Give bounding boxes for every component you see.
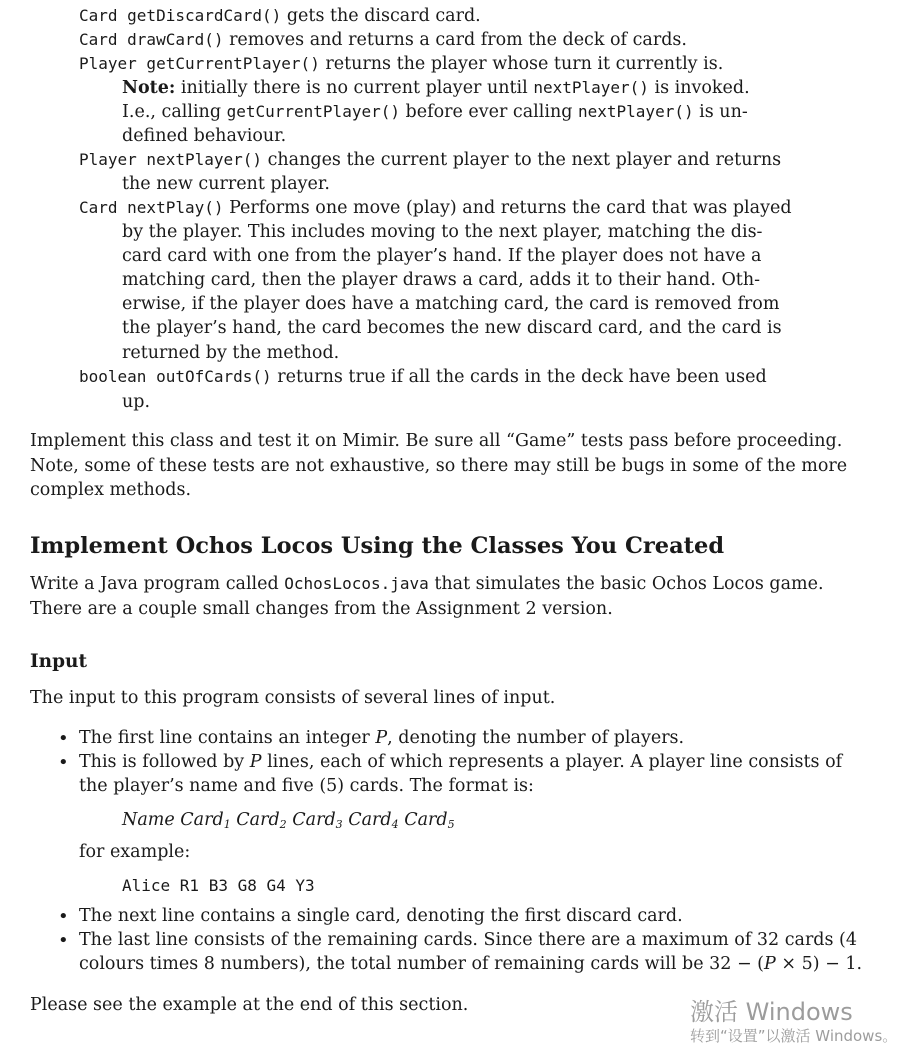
paragraph-line: complex methods. <box>30 480 192 500</box>
method-signature: Player getCurrentPlayer() <box>79 54 320 73</box>
method-next-player <box>79 150 781 170</box>
method-signature: Card nextPlay() <box>79 198 224 217</box>
method-get-discard-card <box>79 6 481 26</box>
method-description: Performs one move (play) and returns the card that was played <box>223 198 792 218</box>
method-next-play <box>79 198 792 218</box>
text-line: up. <box>122 392 151 412</box>
method-signature: Player nextPlayer() <box>79 150 263 169</box>
note-label: Note: <box>122 78 176 98</box>
bullet-icon: • <box>58 752 69 773</box>
paragraph-line: The input to this program consists of several lines of input. <box>30 688 556 708</box>
method-description: gets the discard card. <box>281 6 481 26</box>
method-signature: boolean outOfCards() <box>79 367 272 386</box>
list-item: The next line contains a single card, denoting the first discard card. <box>79 906 683 926</box>
bullet-icon: • <box>58 930 69 951</box>
text-line: by the player. This includes moving to the next player, matching the dis- <box>122 222 763 242</box>
paragraph-line: Please see the example at the end of this section. <box>30 995 469 1015</box>
method-description: changes the current player to the next player and returns <box>262 150 782 170</box>
note-line: Note: initially there is no current player until nextPlayer() is invoked. <box>122 78 750 98</box>
filename: OchosLocos.java <box>284 574 429 593</box>
method-description: returns true if all the cards in the deck have been used <box>271 367 767 387</box>
example-input: Alice R1 B3 G8 G4 Y3 <box>122 876 315 895</box>
text-line: colours times 8 numbers), the total number of remaining cards will be 32 − (P × 5) − 1. <box>79 954 863 974</box>
paragraph-line: Implement this class and test it on Mimir. Be sure all “Game” tests pass before proceeding. <box>30 431 843 451</box>
watermark-title: 激活 Windows <box>690 998 853 1026</box>
text-line: the new current player. <box>122 174 330 194</box>
text-line: card card with one from the player’s hand. If the player does not have a <box>122 246 762 266</box>
section-title: Implement Ochos Locos Using the Classes You Created <box>30 533 725 559</box>
method-description: removes and returns a card from the deck of cards. <box>223 30 687 50</box>
note-line: I.e., calling getCurrentPlayer() before ever calling nextPlayer() is un- <box>122 102 748 122</box>
method-out-of-cards <box>79 367 767 387</box>
paragraph-line: Write a Java program called OchosLocos.java that simulates the basic Ochos Locos game. <box>30 574 824 594</box>
subsection-title: Input <box>30 651 88 672</box>
text-line: erwise, if the player does have a matching card, the card is removed from <box>122 294 780 314</box>
text-line: returned by the method. <box>122 343 340 363</box>
note-line: defined behaviour. <box>122 126 287 146</box>
method-get-current-player <box>79 54 723 74</box>
method-description: returns the player whose turn it currently is. <box>319 54 724 74</box>
method-signature: Card getDiscardCard() <box>79 6 282 25</box>
text-line: the player’s hand, the card becomes the new discard card, and the card is <box>122 318 782 338</box>
text-line: matching card, then the player draws a card, adds it to their hand. Oth- <box>122 270 761 290</box>
paragraph-line: There are a couple small changes from the Assignment 2 version. <box>30 599 613 619</box>
text-line: for example: <box>79 842 191 862</box>
method-signature: Card drawCard() <box>79 30 224 49</box>
watermark-subtitle: 转到“设置”以激活 Windows。 <box>690 1027 897 1045</box>
format-line: Name Card$_1$ Card$_2$ Card$_3$ Card$_4$ Card$_5$ <box>122 810 455 831</box>
list-item: The last line consists of the remaining cards. Since there are a maximum of 32 cards (4 <box>79 930 858 950</box>
paragraph-line: Note, some of these tests are not exhaustive, so there may still be bugs in some of the more <box>30 456 848 476</box>
bullet-icon: • <box>58 906 69 927</box>
text-line: the player’s name and five (5) cards. The format is: <box>79 776 534 796</box>
method-draw-card <box>79 30 687 50</box>
list-item: The first line contains an integer P, denoting the number of players. <box>79 728 685 748</box>
bullet-icon: • <box>58 728 69 749</box>
list-item: This is followed by P lines, each of which represents a player. A player line consists of <box>79 752 843 772</box>
